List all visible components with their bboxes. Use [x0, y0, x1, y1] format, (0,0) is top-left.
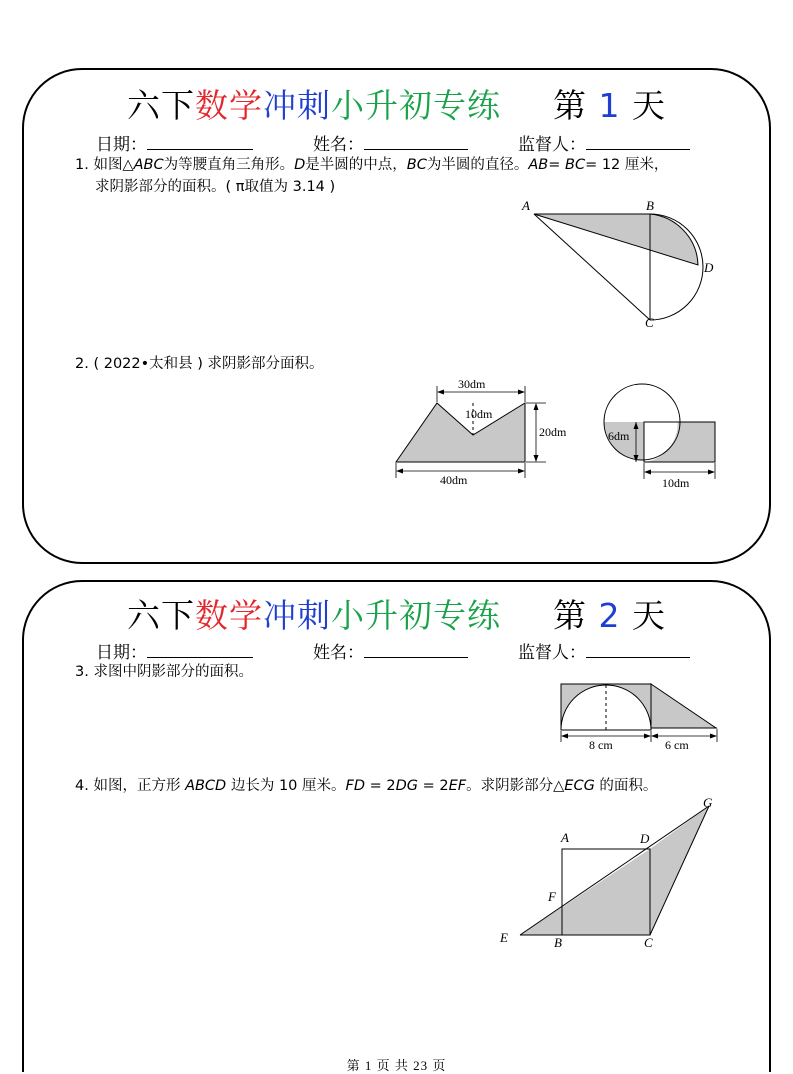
title-part-sprint: 冲刺 [263, 86, 331, 125]
dim-height: 6dm [608, 429, 630, 443]
figure-q2-shape-b [598, 376, 728, 492]
date-blank[interactable] [147, 656, 253, 658]
day-2-title: 六下数学冲刺小升初专练 第 2 天 [0, 590, 793, 637]
dim-left: 8 cm [589, 738, 613, 752]
title-part-math: 数学 [195, 86, 263, 125]
label-b: B [646, 198, 654, 213]
dim-width: 10dm [662, 476, 690, 490]
name-blank[interactable] [364, 656, 468, 658]
label-b: B [554, 935, 562, 950]
day-number: 2 [598, 596, 621, 635]
dim-right: 6 cm [665, 738, 689, 752]
figure-q4-square-triangle [495, 796, 725, 956]
date-field[interactable]: 日期： [96, 638, 253, 663]
figure-q3-semicircle-rectangle [556, 680, 724, 754]
question-4: 4. 如图，正方形 ABCD 边长为 10 厘米。FD = 2DG = 2EF。求阴影部分△ECG 的面积。 [75, 778, 658, 794]
name-field[interactable]: 姓名： [313, 130, 468, 155]
label-d: D [704, 260, 714, 275]
dim-top: 30dm [458, 377, 486, 391]
supervisor-field[interactable]: 监督人： [518, 638, 690, 663]
day-number-label: 第 1 天 [553, 86, 666, 125]
dim-middle: 10dm [465, 407, 493, 421]
label-g: G [703, 796, 713, 810]
label-f: F [548, 889, 556, 904]
page-footer: 第 1 页 共 23 页 [346, 1058, 447, 1073]
dim-right: 20dm [539, 425, 567, 439]
supervisor-blank[interactable] [586, 656, 690, 658]
question-2: 2. ( 2022•太和县 ) 求阴影部分面积。 [75, 356, 324, 372]
label-c: C [645, 315, 654, 330]
title-part-practice: 小升初专练 [331, 86, 501, 125]
date-field[interactable]: 日期： [96, 130, 253, 155]
title-part-grade: 六下 [127, 86, 195, 125]
date-blank[interactable] [147, 148, 253, 150]
name-blank[interactable] [364, 148, 468, 150]
day-number-label: 第 2 天 [553, 596, 666, 635]
label-c: C [644, 935, 653, 950]
figure-q2-shape-a [390, 374, 585, 490]
label-e: E [500, 930, 508, 945]
label-a: A [561, 830, 569, 845]
name-field[interactable]: 姓名： [313, 638, 468, 663]
day-number: 1 [598, 86, 621, 125]
figure-q1-triangle-semicircle [510, 196, 730, 332]
day-1-title [0, 80, 793, 127]
question-1: 1. 如图△ABC为等腰直角三角形。D是半圆的中点，BC为半圆的直径。AB= BC= 12 厘米， 求阴影部分的面积。( π取值为 3.14 ) [75, 157, 669, 195]
supervisor-field[interactable]: 监督人： [518, 130, 690, 155]
supervisor-blank[interactable] [586, 148, 690, 150]
dim-bottom: 40dm [440, 473, 468, 487]
label-d: D [640, 831, 650, 846]
label-a: A [522, 198, 530, 213]
question-3: 3. 求图中阴影部分的面积。 [75, 664, 253, 680]
